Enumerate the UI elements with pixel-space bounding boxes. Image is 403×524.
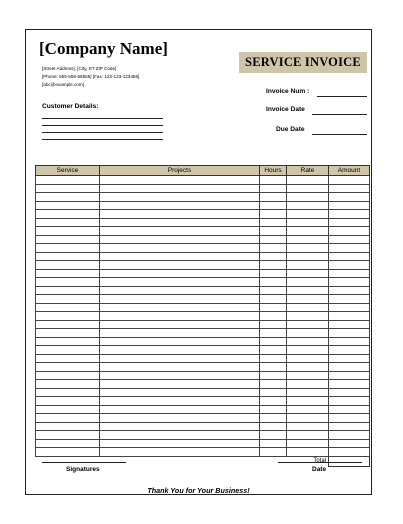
cell-hours[interactable] <box>260 286 287 295</box>
cell-amount[interactable] <box>329 210 370 219</box>
cell-projects[interactable] <box>100 252 260 261</box>
cell-amount[interactable] <box>329 269 370 278</box>
cell-projects[interactable] <box>100 295 260 304</box>
table-row <box>36 431 370 440</box>
cell-projects[interactable] <box>100 303 260 312</box>
cell-hours[interactable] <box>260 397 287 406</box>
cell-hours[interactable] <box>260 278 287 287</box>
cell-rate[interactable] <box>287 252 329 261</box>
table-row <box>36 414 370 423</box>
cell-hours[interactable] <box>260 252 287 261</box>
cell-amount[interactable] <box>329 218 370 227</box>
cell-amount[interactable] <box>329 244 370 253</box>
cell-amount[interactable] <box>329 320 370 329</box>
cell-hours[interactable] <box>260 261 287 270</box>
cell-projects[interactable] <box>100 337 260 346</box>
cell-service[interactable] <box>36 176 100 185</box>
cell-service[interactable] <box>36 286 100 295</box>
cell-service[interactable] <box>36 397 100 406</box>
signatures-label: Signatures <box>66 466 100 473</box>
col-header-amount: Amount <box>329 166 370 176</box>
cell-hours[interactable] <box>260 346 287 355</box>
col-header-service: Service <box>36 166 100 176</box>
table-row <box>36 380 370 389</box>
table-row <box>36 388 370 397</box>
cell-amount[interactable] <box>329 431 370 440</box>
cell-amount[interactable] <box>329 397 370 406</box>
cell-amount[interactable] <box>329 363 370 372</box>
cell-hours[interactable] <box>260 405 287 414</box>
signature-line[interactable] <box>42 462 126 463</box>
cell-projects[interactable] <box>100 278 260 287</box>
table-row <box>36 422 370 431</box>
cell-projects[interactable] <box>100 269 260 278</box>
cell-hours[interactable] <box>260 448 287 457</box>
cell-hours[interactable] <box>260 244 287 253</box>
cell-projects[interactable] <box>100 405 260 414</box>
cell-amount[interactable] <box>329 252 370 261</box>
cell-projects[interactable] <box>100 329 260 338</box>
cell-service[interactable] <box>36 414 100 423</box>
cell-service[interactable] <box>36 337 100 346</box>
cell-rate[interactable] <box>287 286 329 295</box>
cell-projects[interactable] <box>100 261 260 270</box>
cell-amount[interactable] <box>329 303 370 312</box>
cell-projects[interactable] <box>100 244 260 253</box>
cell-rate[interactable] <box>287 414 329 423</box>
cell-hours[interactable] <box>260 201 287 210</box>
cell-amount[interactable] <box>329 388 370 397</box>
cell-hours[interactable] <box>260 295 287 304</box>
service-items-table <box>35 165 370 467</box>
company-name: [Company Name] <box>39 39 168 58</box>
cell-rate[interactable] <box>287 337 329 346</box>
table-row <box>36 397 370 406</box>
cell-amount[interactable] <box>329 414 370 423</box>
cell-hours[interactable] <box>260 210 287 219</box>
cell-projects[interactable] <box>100 201 260 210</box>
date-signature-line[interactable] <box>278 462 362 463</box>
invoice-date-field[interactable] <box>312 114 367 115</box>
cell-service[interactable] <box>36 252 100 261</box>
cell-hours[interactable] <box>260 312 287 321</box>
due-date-label: Due Date <box>276 126 305 133</box>
cell-service[interactable] <box>36 388 100 397</box>
cell-projects[interactable] <box>100 363 260 372</box>
cell-amount[interactable] <box>329 354 370 363</box>
cell-hours[interactable] <box>260 184 287 193</box>
cell-projects[interactable] <box>100 235 260 244</box>
table-row <box>36 295 370 304</box>
cell-service[interactable] <box>36 439 100 448</box>
cell-hours[interactable] <box>260 329 287 338</box>
cell-hours[interactable] <box>260 380 287 389</box>
cell-rate[interactable] <box>287 371 329 380</box>
table-row <box>36 184 370 193</box>
cell-amount[interactable] <box>329 261 370 270</box>
cell-hours[interactable] <box>260 431 287 440</box>
cell-service[interactable] <box>36 405 100 414</box>
due-date-field[interactable] <box>312 134 367 135</box>
cell-amount[interactable] <box>329 193 370 202</box>
cell-projects[interactable] <box>100 184 260 193</box>
cell-rate[interactable] <box>287 295 329 304</box>
total-amount-cell[interactable] <box>329 456 370 466</box>
cell-amount[interactable] <box>329 337 370 346</box>
thank-you-note: Thank You for Your Business! <box>147 486 250 495</box>
cell-rate[interactable] <box>287 184 329 193</box>
cell-amount[interactable] <box>329 371 370 380</box>
cell-rate[interactable] <box>287 388 329 397</box>
cell-service[interactable] <box>36 210 100 219</box>
cell-projects[interactable] <box>100 286 260 295</box>
cell-hours[interactable] <box>260 371 287 380</box>
cell-service[interactable] <box>36 448 100 457</box>
cell-hours[interactable] <box>260 363 287 372</box>
cell-service[interactable] <box>36 193 100 202</box>
cell-service[interactable] <box>36 422 100 431</box>
cell-amount[interactable] <box>329 286 370 295</box>
cell-amount[interactable] <box>329 329 370 338</box>
cell-hours[interactable] <box>260 422 287 431</box>
cell-service[interactable] <box>36 244 100 253</box>
table-row <box>36 346 370 355</box>
table-row <box>36 371 370 380</box>
cell-amount[interactable] <box>329 201 370 210</box>
cell-service[interactable] <box>36 269 100 278</box>
table-row <box>36 320 370 329</box>
cell-rate[interactable] <box>287 320 329 329</box>
cell-hours[interactable] <box>260 269 287 278</box>
cell-service[interactable] <box>36 346 100 355</box>
col-header-hours: Hours <box>260 166 287 176</box>
table-header-row <box>36 166 370 176</box>
cell-projects[interactable] <box>100 380 260 389</box>
cell-hours[interactable] <box>260 227 287 236</box>
cell-rate[interactable] <box>287 244 329 253</box>
customer-line[interactable] <box>42 139 163 140</box>
cell-service[interactable] <box>36 363 100 372</box>
cell-hours[interactable] <box>260 193 287 202</box>
cell-rate[interactable] <box>287 448 329 457</box>
company-address: [Street Address], [City, ST ZIP Code] <box>42 66 117 71</box>
cell-projects[interactable] <box>100 414 260 423</box>
cell-projects[interactable] <box>100 431 260 440</box>
table-row <box>36 218 370 227</box>
cell-amount[interactable] <box>329 278 370 287</box>
table-row <box>36 176 370 185</box>
table-row <box>36 312 370 321</box>
cell-amount[interactable] <box>329 176 370 185</box>
cell-amount[interactable] <box>329 380 370 389</box>
cell-projects[interactable] <box>100 397 260 406</box>
table-row <box>36 278 370 287</box>
company-phone-fax: [Phone: 555-555-55555] [Fax: 123-123-123456] <box>42 74 140 79</box>
invoice-title: SERVICE INVOICE <box>245 55 361 69</box>
table-row <box>36 286 370 295</box>
cell-rate[interactable] <box>287 380 329 389</box>
cell-service[interactable] <box>36 371 100 380</box>
invoice-title-banner <box>239 52 367 73</box>
cell-projects[interactable] <box>100 227 260 236</box>
total-row <box>36 456 370 466</box>
customer-details-label: Customer Details: <box>42 103 99 110</box>
company-email: [abc@example.com] <box>42 82 84 87</box>
invoice-sheet <box>25 29 372 495</box>
cell-rate[interactable] <box>287 346 329 355</box>
cell-rate[interactable] <box>287 193 329 202</box>
cell-rate[interactable] <box>287 312 329 321</box>
cell-projects[interactable] <box>100 388 260 397</box>
cell-hours[interactable] <box>260 303 287 312</box>
table-row <box>36 269 370 278</box>
cell-amount[interactable] <box>329 422 370 431</box>
cell-service[interactable] <box>36 235 100 244</box>
cell-service[interactable] <box>36 303 100 312</box>
cell-service[interactable] <box>36 354 100 363</box>
customer-line[interactable] <box>42 132 163 133</box>
table-row <box>36 363 370 372</box>
cell-hours[interactable] <box>260 414 287 423</box>
cell-service[interactable] <box>36 295 100 304</box>
cell-hours[interactable] <box>260 388 287 397</box>
cell-rate[interactable] <box>287 269 329 278</box>
table-row <box>36 252 370 261</box>
cell-service[interactable] <box>36 201 100 210</box>
cell-projects[interactable] <box>100 354 260 363</box>
cell-rate[interactable] <box>287 329 329 338</box>
cell-projects[interactable] <box>100 210 260 219</box>
cell-rate[interactable] <box>287 218 329 227</box>
cell-service[interactable] <box>36 261 100 270</box>
table-row <box>36 337 370 346</box>
cell-hours[interactable] <box>260 354 287 363</box>
cell-service[interactable] <box>36 184 100 193</box>
cell-rate[interactable] <box>287 201 329 210</box>
cell-rate[interactable] <box>287 210 329 219</box>
table-row <box>36 439 370 448</box>
cell-projects[interactable] <box>100 193 260 202</box>
cell-projects[interactable] <box>100 218 260 227</box>
invoice-date-label: Invoice Date <box>266 106 305 113</box>
cell-rate[interactable] <box>287 261 329 270</box>
cell-hours[interactable] <box>260 439 287 448</box>
signature-date-label: Date <box>312 466 327 473</box>
cell-hours[interactable] <box>260 176 287 185</box>
cell-rate[interactable] <box>287 176 329 185</box>
col-header-projects: Projects <box>100 166 260 176</box>
cell-projects[interactable] <box>100 312 260 321</box>
cell-amount[interactable] <box>329 439 370 448</box>
cell-projects[interactable] <box>100 320 260 329</box>
cell-hours[interactable] <box>260 235 287 244</box>
table-row <box>36 244 370 253</box>
table-row <box>36 235 370 244</box>
cell-amount[interactable] <box>329 235 370 244</box>
table-row <box>36 303 370 312</box>
cell-amount[interactable] <box>329 227 370 236</box>
cell-service[interactable] <box>36 320 100 329</box>
cell-rate[interactable] <box>287 422 329 431</box>
cell-projects[interactable] <box>100 439 260 448</box>
cell-projects[interactable] <box>100 422 260 431</box>
cell-amount[interactable] <box>329 405 370 414</box>
cell-rate[interactable] <box>287 405 329 414</box>
cell-hours[interactable] <box>260 320 287 329</box>
cell-hours[interactable] <box>260 218 287 227</box>
cell-projects[interactable] <box>100 448 260 457</box>
table-row <box>36 448 370 457</box>
invoice-num-field[interactable] <box>317 96 367 97</box>
table-row <box>36 210 370 219</box>
table-row <box>36 227 370 236</box>
cell-amount[interactable] <box>329 184 370 193</box>
cell-service[interactable] <box>36 218 100 227</box>
cell-rate[interactable] <box>287 439 329 448</box>
cell-projects[interactable] <box>100 371 260 380</box>
cell-service[interactable] <box>36 380 100 389</box>
cell-hours[interactable] <box>260 337 287 346</box>
cell-amount[interactable] <box>329 346 370 355</box>
cell-rate[interactable] <box>287 354 329 363</box>
table-row <box>36 405 370 414</box>
cell-service[interactable] <box>36 329 100 338</box>
cell-service[interactable] <box>36 312 100 321</box>
table-row <box>36 354 370 363</box>
cell-service[interactable] <box>36 227 100 236</box>
table-row <box>36 261 370 270</box>
customer-line[interactable] <box>42 118 163 119</box>
cell-rate[interactable] <box>287 397 329 406</box>
cell-service[interactable] <box>36 278 100 287</box>
cell-projects[interactable] <box>100 346 260 355</box>
col-header-rate: Rate <box>287 166 329 176</box>
cell-amount[interactable] <box>329 312 370 321</box>
cell-amount[interactable] <box>329 295 370 304</box>
table-row <box>36 201 370 210</box>
cell-projects[interactable] <box>100 176 260 185</box>
cell-rate[interactable] <box>287 303 329 312</box>
table-row <box>36 329 370 338</box>
cell-rate[interactable] <box>287 235 329 244</box>
cell-rate[interactable] <box>287 227 329 236</box>
cell-amount[interactable] <box>329 448 370 457</box>
cell-rate[interactable] <box>287 363 329 372</box>
cell-service[interactable] <box>36 431 100 440</box>
customer-line[interactable] <box>42 125 163 126</box>
total-label: Total <box>313 458 326 465</box>
cell-rate[interactable] <box>287 431 329 440</box>
table-row <box>36 193 370 202</box>
cell-rate[interactable] <box>287 278 329 287</box>
invoice-num-label: Invoice Num : <box>266 88 310 95</box>
